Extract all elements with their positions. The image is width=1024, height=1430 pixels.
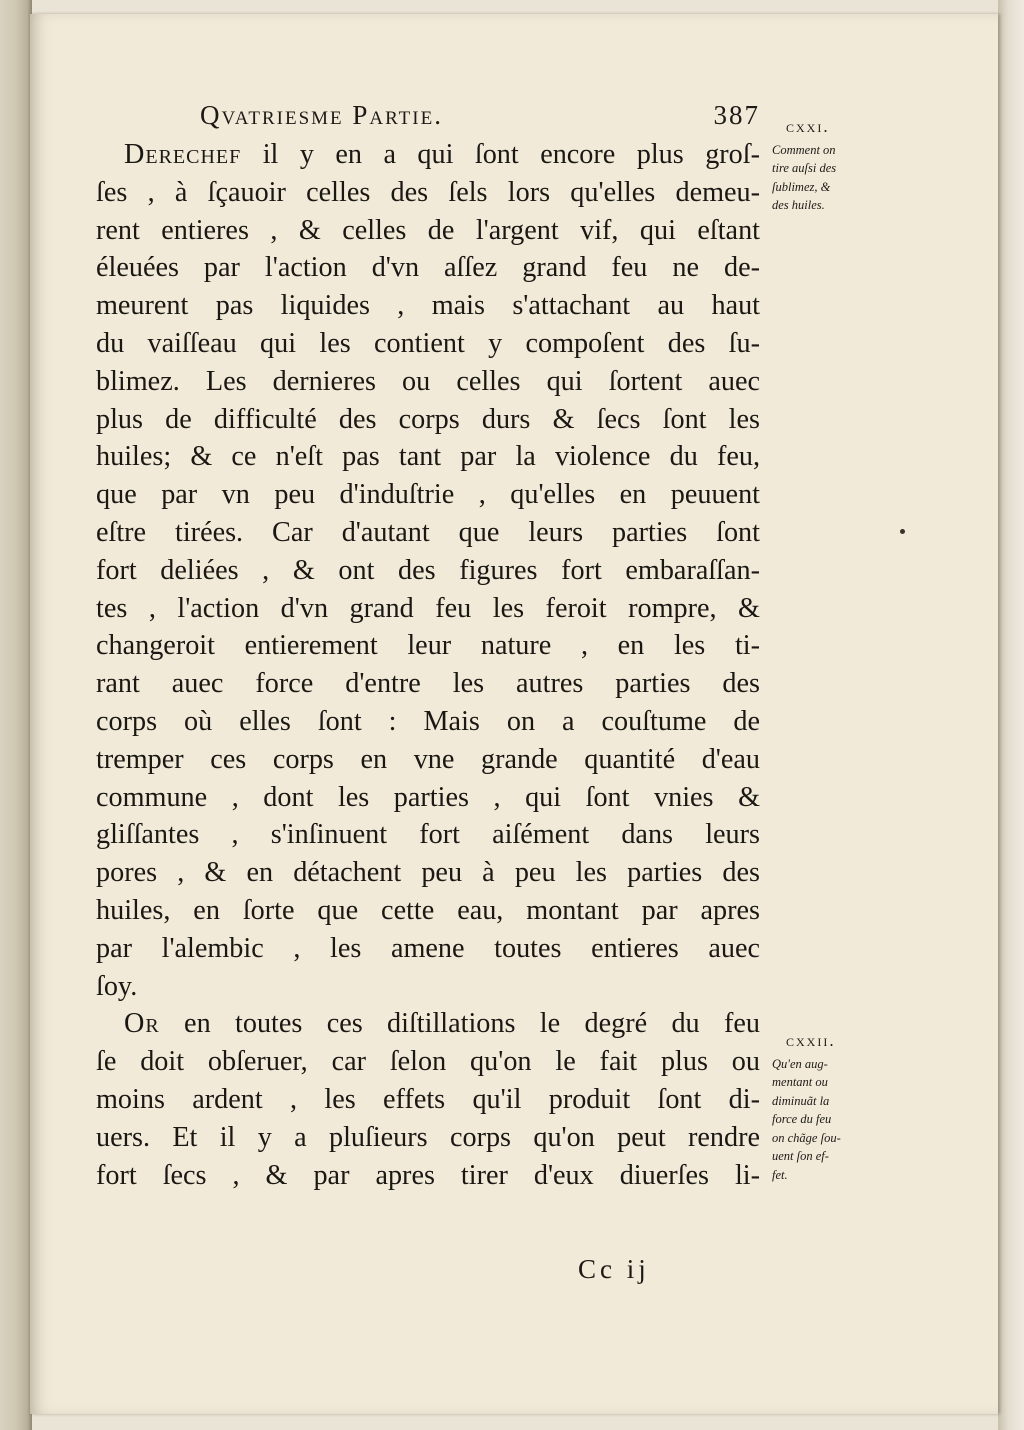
text-line: meurent pas liquides , mais s'attachant au haut — [96, 290, 760, 322]
text-line: rant auec force d'entre les autres parties des — [96, 668, 760, 700]
margin-note-number: cxxii. — [786, 1031, 836, 1050]
text-line: que par vn peu d'induſtrie , qu'elles en peuuent — [96, 479, 760, 511]
text-line: moins ardent , les effets qu'il produit ſont di- — [96, 1083, 760, 1115]
text-line: ſes , à ſçauoir celles des ſels lors qu'elles demeu- — [96, 176, 760, 208]
book-gutter-left — [0, 0, 32, 1430]
body-text — [96, 136, 760, 1194]
margin-note-line: diminuãt la — [772, 1093, 830, 1108]
margin-note-line: tire auſsi des — [772, 161, 837, 175]
margin-note-line: Qu'en aug- — [772, 1056, 828, 1071]
text-line: uers. Et il y a pluſieurs corps qu'on peut rendre — [96, 1121, 760, 1153]
text-line: Derechef il y en a qui ſont encore plus groſ- — [124, 139, 760, 170]
text-line: par l'alembic , les amene toutes entieres auec — [96, 932, 760, 964]
margin-note-line: Comment on — [772, 142, 836, 157]
book-edge-right — [998, 0, 1024, 1430]
margin-note-line: mentant ou — [772, 1075, 828, 1089]
margin-note-line: des huiles. — [772, 198, 825, 212]
text-line: fort ſecs , & par apres tirer d'eux diuerſes li- — [96, 1159, 760, 1191]
running-head-title: Qvatriesme Partie. — [200, 100, 443, 130]
running-head — [200, 100, 760, 140]
margin-note-number: cxxi. — [786, 117, 830, 136]
margin-note-cxxi — [772, 118, 882, 215]
signature-mark: Cc ij — [578, 1254, 650, 1284]
text-line: eſtre tirées. Car d'autant que leurs parties ſont — [96, 516, 760, 548]
margin-note-line: force du feu — [772, 1112, 832, 1126]
margin-note-line: ſublimez, & — [772, 179, 831, 194]
text-line: plus de difficulté des corps durs & ſecs ſont les — [96, 403, 760, 435]
page-number: 387 — [713, 100, 760, 130]
text-line: pores , & en détachent peu à peu les parties des — [96, 857, 760, 889]
text-line: tes , l'action d'vn grand feu les feroit rompre, & — [96, 592, 760, 624]
text-line: gliſſantes , s'inſinuent fort aiſément dans leurs — [96, 819, 760, 851]
ink-speck — [900, 529, 905, 534]
text-line: changeroit entierement leur nature , en les ti- — [96, 630, 760, 662]
text-line: ſe doit obſeruer, car ſelon qu'on le fait plus ou — [96, 1046, 760, 1078]
text-line: rent entieres , & celles de l'argent vif, qui eſtant — [96, 214, 760, 246]
text-line: corps où elles ſont : Mais on a couſtume de — [96, 705, 760, 737]
text-line: éleuées par l'action d'vn aſſez grand feu ne de- — [96, 252, 760, 284]
text-line: huiles; & ce n'eſt pas tant par la violence du feu, — [96, 441, 760, 473]
drop-word: Derechef — [124, 139, 242, 170]
margin-note-cxxii — [772, 1032, 882, 1184]
margin-note-line: uent ſon ef- — [772, 1149, 829, 1163]
text-line: fort deliées , & ont des figures fort embaraſſan- — [96, 554, 760, 586]
text-line: ſoy. — [96, 970, 138, 1002]
drop-word: Or — [124, 1008, 160, 1040]
text-line: commune , dont les parties , qui ſont vnies & — [96, 781, 760, 813]
text-line: Or en toutes ces diſtillations le degré du feu — [124, 1008, 760, 1040]
text-line: huiles, en ſorte que cette eau, montant par apres — [96, 894, 760, 926]
margin-note-line: on chãge ſou- — [772, 1130, 841, 1145]
text-line: blimez. Les dernieres ou celles qui ſortent auec — [96, 365, 760, 397]
text-line: tremper ces corps en vne grande quantité d'eau — [96, 743, 760, 775]
text-line: du vaiſſeau qui les contient y compoſent des ſu- — [96, 327, 760, 359]
margin-note-line: fet. — [772, 1167, 788, 1182]
